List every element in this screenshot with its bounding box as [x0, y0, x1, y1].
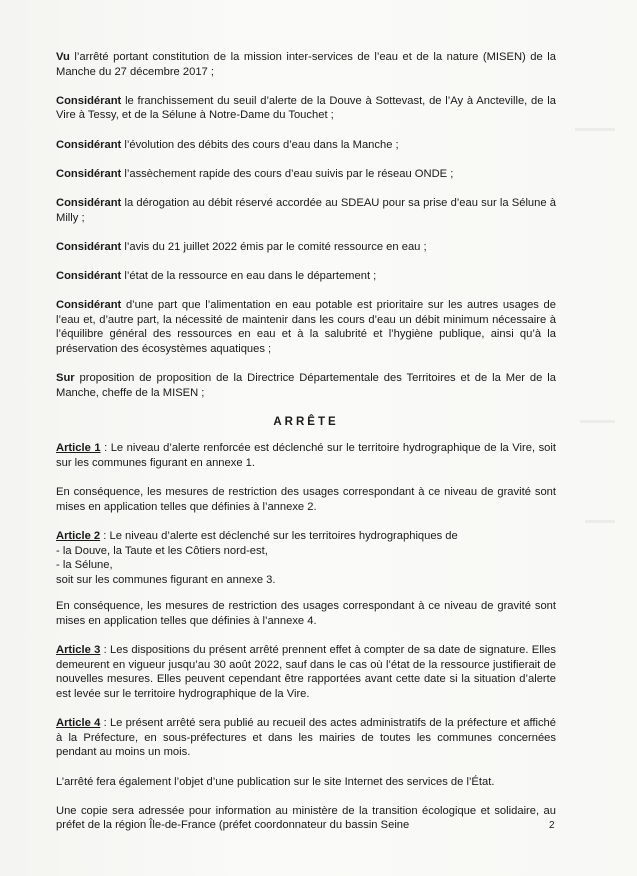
vu-text: l’arrêté portant constitution de la mission inter-services de l’eau et de la nature (MISEN) de la Manche du 27 décembre 2017 ;	[56, 51, 556, 78]
article-1	[56, 441, 556, 470]
considerant-paragraph	[56, 196, 556, 225]
article-4-text: : Le présent arrêté sera publié au recueil des actes administratifs de la préfecture et affiché à la Préfecture, en sous-préfectures et dans les mairies de toutes les communes concernées pendant au moins un mois.	[56, 717, 556, 759]
article-2-label: Article 2	[56, 530, 101, 542]
article-1-consequence: En conséquence, les mesures de restriction des usages correspondant à ce niveau de gravité sont mises en application telles que définies à l’annexe 2.	[56, 486, 556, 513]
considerant-paragraph	[56, 269, 556, 284]
document-body	[56, 50, 556, 847]
article-2-item: - la Douve, la Taute et les Côtiers nord-est,	[56, 544, 268, 557]
sur-paragraph	[56, 371, 556, 400]
considerant-paragraph	[56, 298, 556, 356]
sur-text: proposition de proposition de la Directrice Départementale des Territoires et de la Mer de la Manche, cheffe de la MISEN ;	[56, 372, 556, 399]
considerant-paragraph	[56, 240, 556, 255]
sur-lead: Sur	[56, 372, 75, 385]
considerant-paragraph	[56, 138, 556, 153]
considerant-paragraph	[56, 94, 556, 123]
vu-paragraph	[56, 50, 556, 79]
article-4	[56, 716, 556, 760]
article-4-label: Article 4	[56, 717, 101, 730]
show-through-mark	[575, 128, 615, 131]
considerant-lead: Considérant	[56, 167, 122, 180]
article-2-text: : Le niveau d’alerte est déclenché sur les territoires hydrographiques de	[100, 530, 458, 542]
publication-paragraph: L’arrêté fera également l’objet d’une publication sur le site Internet des services de l’État.	[56, 775, 495, 788]
considerant-text: l’assèchement rapide des cours d’eau suivis par le réseau ONDE ;	[121, 167, 454, 180]
considerant-lead: Considérant	[56, 269, 122, 282]
considerant-text: le franchissement du seuil d’alerte de la Douve à Sottevast, de l’Ay à Ancteville, de la Vire à Tessy, et de la Sélune à Notre-Dame du Touchet ;	[56, 94, 556, 122]
article-1-text: : Le niveau d’alerte renforcée est déclenché sur le territoire hydrographique de la Vire, soit sur les communes figurant en annexe 1.	[56, 442, 557, 470]
article-1-label: Article 1	[56, 442, 101, 455]
show-through-mark	[580, 420, 615, 423]
page-number: 2	[549, 820, 555, 831]
considerant-text: l’avis du 21 juillet 2022 émis par le comité ressource en eau ;	[121, 240, 427, 253]
considerant-paragraph	[56, 167, 556, 182]
article-2-scope: soit sur les communes figurant en annexe 3.	[56, 573, 276, 586]
considerant-text: d’une part que l’alimentation en eau potable est prioritaire sur les autres usages de l’eau et, d’autre part, la nécessité de maintenir dans les cours d’eau un débit minimum nécessaire à l’équilibre général des ressources en eau et à la salubrité et l’hygiène publique, ainsi qu’à la préservation des écosystèmes aquatiques ;	[56, 299, 556, 355]
copie-paragraph: Une copie sera adressée pour information au ministère de la transition écologique et solidaire, au préfet de la région Île-de-France (préfet coordonnateur du bassin Seine	[56, 804, 556, 832]
considerant-text: la dérogation au débit réservé accordée au SDEAU pour sa prise d’eau sur la Sélune à Milly ;	[56, 196, 556, 224]
considerant-lead: Considérant	[56, 196, 122, 209]
article-3-text: : Les dispositions du présent arrêté prennent effet à compter de sa date de signature. Elles demeurent en vigueur jusqu’au 30 août 2022, sauf dans le cas où l’état de la ressource justifierait de nouvelles mesures. Elles peuvent cependant être rapportées avant cette date si la situation d’alerte est levée sur le territoire hydrographique de la Vire.	[56, 644, 556, 700]
considerant-lead: Considérant	[56, 94, 122, 107]
considerant-text: l’état de la ressource en eau dans le département ;	[121, 269, 377, 282]
show-through-mark	[585, 520, 615, 523]
vu-lead: Vu	[56, 51, 70, 63]
article-3	[56, 643, 556, 701]
considerant-lead: Considérant	[56, 138, 122, 151]
article-2-item: - la Sélune,	[56, 559, 113, 572]
considerant-text: l’évolution des débits des cours d’eau dans la Manche ;	[121, 138, 399, 151]
considerant-lead: Considérant	[56, 240, 122, 253]
article-2-consequence: En conséquence, les mesures de restriction des usages correspondant à ce niveau de gravité sont mises en application telles que définies à l’annexe 4.	[56, 600, 556, 627]
article-3-label: Article 3	[56, 644, 101, 657]
arrete-heading: ARRÊTE	[273, 415, 339, 428]
considerant-lead: Considérant	[56, 299, 122, 312]
article-2	[56, 529, 556, 587]
